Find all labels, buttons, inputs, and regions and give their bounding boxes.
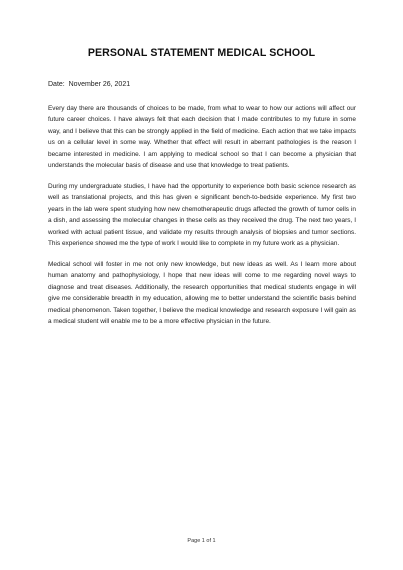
paragraph-3: Medical school will foster in me not only new knowledge, but new ideas as well. As I learn more about human anatomy and pathophysiology, I hope that new ideas will come to me regarding novel ways to diagnose and treat diseases. Additionally, the research opportunities that medical students engage in will give me considerable breadth in my education, allowing me to better understand the scientific basis behind medical phenomenon. Taken together, I believe the medical knowledge and research exposure I will gain as a medical student will enable me to be a more effective physician in the future. — [48, 261, 356, 326]
date-value: November 26, 2021 — [68, 81, 131, 88]
date-label: Date: — [48, 81, 65, 88]
paragraph-1: Every day there are thousands of choices to be made, from what to wear to how our actions will affect our future career choices. I have always felt that each decision that I made contributes to my future in some way, and I believe that this can be strongly applied in the field of medicine. Each action that we take impacts us on a cellular level in some way. Whether that effect will result in aberrant pathologies is the reason I became interested in medicine. I am applying to medical school so that I can become a physician that understands the molecular basis of disease and use that knowledge to treat patients. — [48, 105, 356, 170]
paragraph-2: During my undergraduate studies, I have had the opportunity to experience both basic science research as well as translational projects, and this has given e significant bench-to-bedside experience. My first two years in the lab were spent studying how new chemotherapeutic drugs affected the growth of tumor cells in a dish, and assessing the molecular changes in these cells as they received the drug. The next two years, I worked with actual patient tissue, and validate my results through analysis of biopsies and tumor sections. This experience showed me the type of work I would like to complete in my future work as a physician. — [48, 183, 356, 248]
document-date — [48, 80, 130, 90]
page-footer: Page 1 of 1 — [187, 538, 216, 544]
document-title: PERSONAL STATEMENT MEDICAL SCHOOL — [87, 47, 316, 59]
